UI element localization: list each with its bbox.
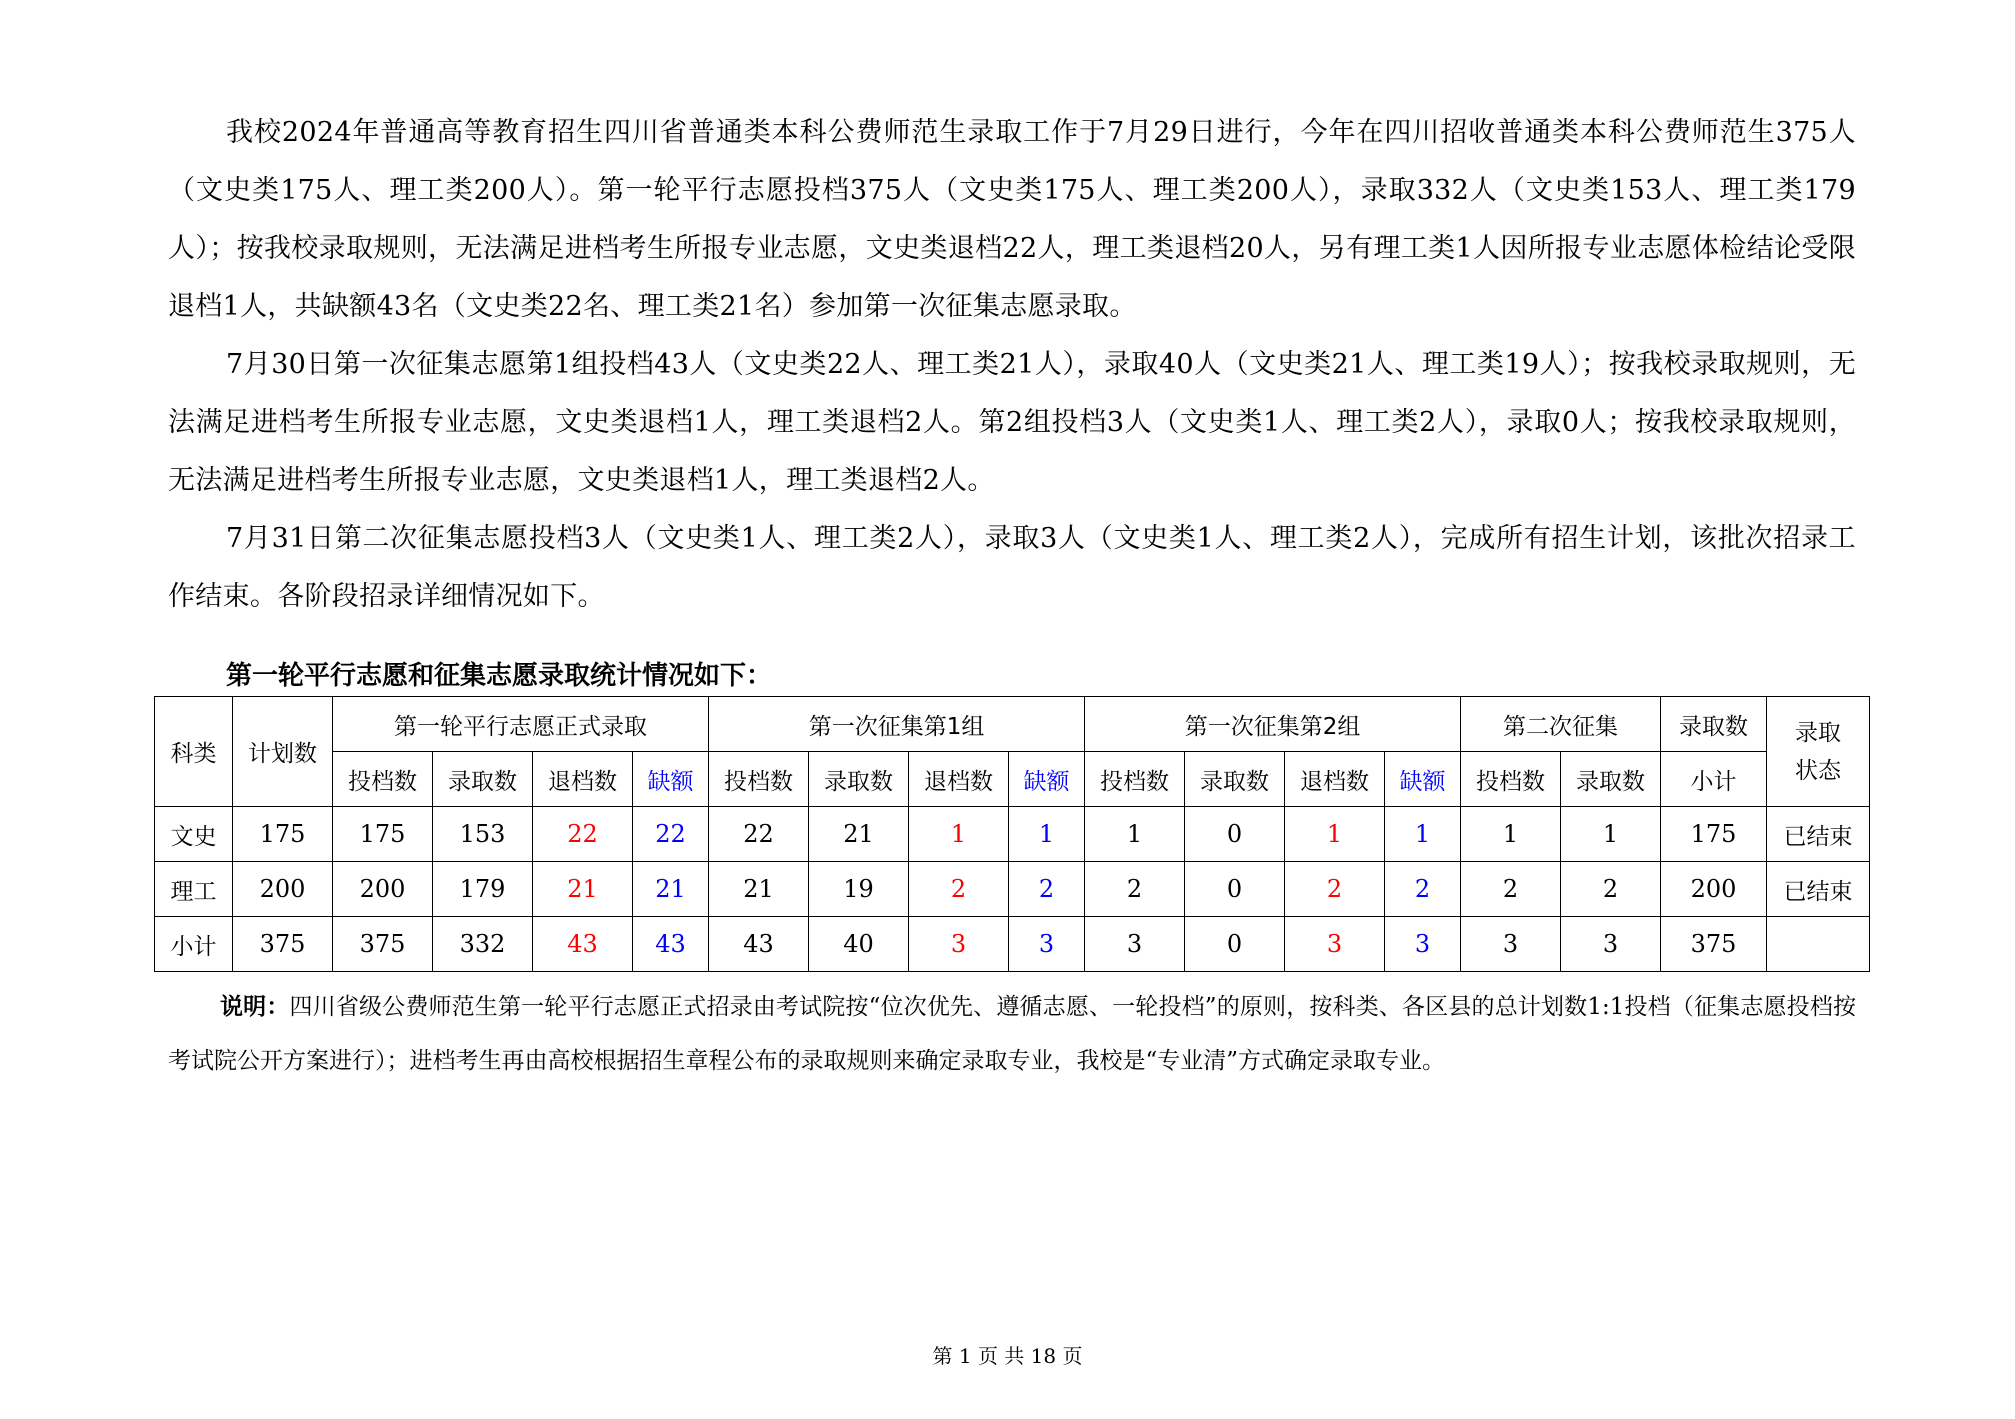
note-paragraph (168, 980, 1856, 1088)
sub-header-tou: 投档数 (709, 752, 809, 807)
col-header-status (1767, 697, 1870, 807)
lu-cell: 21 (809, 807, 909, 862)
tui-cell: 2 (1285, 862, 1385, 917)
lu-cell: 179 (433, 862, 533, 917)
sub-header-lu: 录取数 (809, 752, 909, 807)
tou-cell: 2 (1461, 862, 1561, 917)
tui-cell: 1 (909, 807, 1009, 862)
tou-cell: 22 (709, 807, 809, 862)
lu-cell: 40 (809, 917, 909, 972)
page-footer: 第 1 页 共 18 页 (932, 1344, 1083, 1368)
sub-header-que: 缺额 (1009, 752, 1085, 807)
tou-cell: 2 (1085, 862, 1185, 917)
col-header-status-line2: 状态 (1795, 757, 1842, 784)
tou-cell: 1 (1461, 807, 1561, 862)
tou-cell: 3 (1085, 917, 1185, 972)
table-header-row-1 (155, 697, 1870, 752)
table-row (155, 917, 1870, 972)
total-cell: 375 (1661, 917, 1767, 972)
sub-header-tui: 退档数 (909, 752, 1009, 807)
status-cell: 已结束 (1767, 807, 1870, 862)
lu-cell: 19 (809, 862, 909, 917)
lu-cell: 2 (1561, 862, 1661, 917)
sub-header-tui: 退档数 (533, 752, 633, 807)
tou-cell: 21 (709, 862, 809, 917)
tou-cell: 375 (333, 917, 433, 972)
total-cell: 175 (1661, 807, 1767, 862)
table-header-row-2 (155, 752, 1870, 807)
row-category-cell: 小计 (155, 917, 233, 972)
tui-cell: 21 (533, 862, 633, 917)
table-row (155, 862, 1870, 917)
sub-header-tui: 退档数 (1285, 752, 1385, 807)
tui-cell: 3 (909, 917, 1009, 972)
table-title: 第一轮平行志愿和征集志愿录取统计情况如下： (226, 661, 773, 691)
tui-cell: 22 (533, 807, 633, 862)
tou-cell: 3 (1461, 917, 1561, 972)
que-cell: 2 (1385, 862, 1461, 917)
group-header-collect2: 第二次征集 (1461, 697, 1661, 752)
sub-header-lu: 录取数 (1561, 752, 1661, 807)
que-cell: 1 (1009, 807, 1085, 862)
que-cell: 22 (633, 807, 709, 862)
tou-cell: 200 (333, 862, 433, 917)
que-cell: 21 (633, 862, 709, 917)
col-header-category: 科类 (155, 697, 233, 807)
col-header-plan: 计划数 (233, 697, 333, 807)
sub-header-que: 缺额 (1385, 752, 1461, 807)
group-header-round1: 第一轮平行志愿正式录取 (333, 697, 709, 752)
sub-header-tou: 投档数 (1085, 752, 1185, 807)
total-cell: 200 (1661, 862, 1767, 917)
tui-cell: 43 (533, 917, 633, 972)
que-cell: 2 (1009, 862, 1085, 917)
note-label: 说明： (220, 994, 290, 1020)
group-header-collect1-group2: 第一次征集第2组 (1085, 697, 1461, 752)
plan-cell: 175 (233, 807, 333, 862)
plan-cell: 200 (233, 862, 333, 917)
tui-cell: 1 (1285, 807, 1385, 862)
lu-cell: 0 (1185, 807, 1285, 862)
note-text: 四川省级公费师范生第一轮平行志愿正式招录由考试院按“位次优先、遵循志愿、一轮投档”的原则，按科类、各区县的总计划数1:1投档（征集志愿投档按考试院公开方案进行）；进档考生再由高校根据招生章程公布的录取规则来确定录取专业，我校是“专业清”方式确定录取专业。 (168, 994, 1856, 1074)
paragraph-1: 我校2024年普通高等教育招生四川省普通类本科公费师范生录取工作于7月29日进行，今年在四川招收普通类本科公费师范生375人（文史类175人、理工类200人）。第一轮平行志愿投档375人（文史类175人、理工类200人），录取332人（文史类153人、理工类179人）；按我校录取规则，无法满足进档考生所报专业志愿，文史类退档22人，理工类退档20人，另有理工类1人因所报专业志愿体检结论受限退档1人，共缺额43名（文史类22名、理工类21名）参加第一次征集志愿录取。 (168, 117, 1856, 322)
tou-cell: 175 (333, 807, 433, 862)
tui-cell: 2 (909, 862, 1009, 917)
row-category-cell: 文史 (155, 807, 233, 862)
row-category-cell: 理工 (155, 862, 233, 917)
col-header-status-line1: 录取 (1795, 719, 1842, 746)
lu-cell: 153 (433, 807, 533, 862)
que-cell: 1 (1385, 807, 1461, 862)
lu-cell: 0 (1185, 917, 1285, 972)
group-header-collect1-group1: 第一次征集第1组 (709, 697, 1085, 752)
tui-cell: 3 (1285, 917, 1385, 972)
table-body (155, 807, 1870, 972)
tou-cell: 43 (709, 917, 809, 972)
tou-cell: 1 (1085, 807, 1185, 862)
lu-cell: 3 (1561, 917, 1661, 972)
admission-stats-table (154, 696, 1870, 972)
sub-header-que: 缺额 (633, 752, 709, 807)
sub-header-xiaoji: 小计 (1661, 752, 1767, 807)
status-cell: 已结束 (1767, 862, 1870, 917)
sub-header-tou: 投档数 (333, 752, 433, 807)
paragraph-2: 7月30日第一次征集志愿第1组投档43人（文史类22人、理工类21人），录取40人（文史类21人、理工类19人）；按我校录取规则，无法满足进档考生所报专业志愿，文史类退档1人，理工类退档2人。第2组投档3人（文史类1人、理工类2人），录取0人；按我校录取规则，无法满足进档考生所报专业志愿，文史类退档1人，理工类退档2人。 (168, 349, 1856, 496)
table-row (155, 807, 1870, 862)
sub-header-tou: 投档数 (1461, 752, 1561, 807)
plan-cell: 375 (233, 917, 333, 972)
lu-cell: 332 (433, 917, 533, 972)
lu-cell: 1 (1561, 807, 1661, 862)
que-cell: 3 (1385, 917, 1461, 972)
que-cell: 43 (633, 917, 709, 972)
status-cell (1767, 917, 1870, 972)
lu-cell: 0 (1185, 862, 1285, 917)
sub-header-lu: 录取数 (433, 752, 533, 807)
paragraph-3: 7月31日第二次征集志愿投档3人（文史类1人、理工类2人），录取3人（文史类1人、理工类2人），完成所有招生计划，该批次招录工作结束。各阶段招录详细情况如下。 (168, 523, 1856, 612)
que-cell: 3 (1009, 917, 1085, 972)
group-header-admitted: 录取数 (1661, 697, 1767, 752)
sub-header-lu: 录取数 (1185, 752, 1285, 807)
